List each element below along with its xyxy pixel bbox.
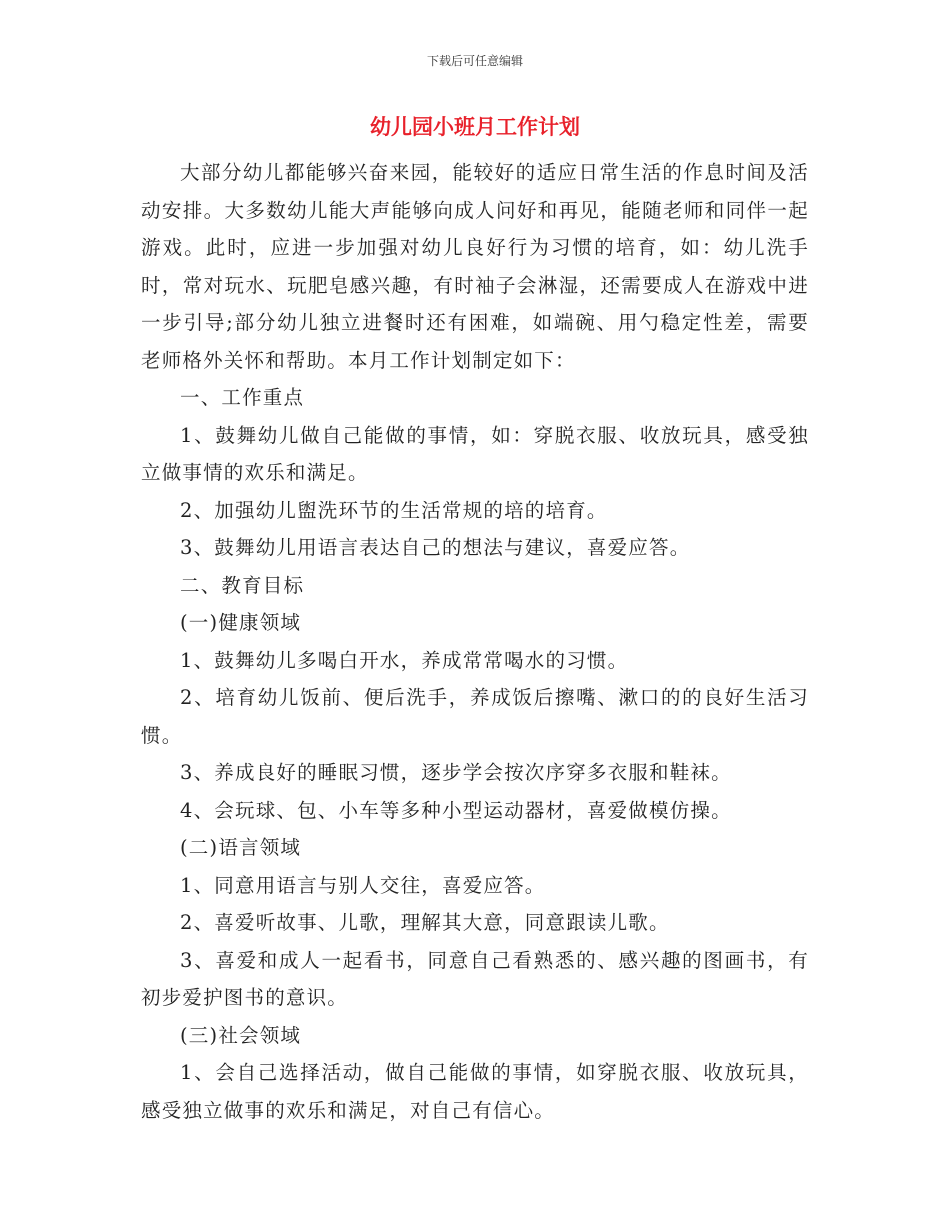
- subheading-health: (一)健康领域: [180, 611, 302, 634]
- language-item-3: 3、喜爱和成人一起看书，同意自己看熟悉的、感兴趣的图画书，有初步爱护图书的意识。: [141, 948, 809, 1009]
- work-focus-item-1: 1、鼓舞幼儿做自己能做的事情，如：穿脱衣服、收放玩具，感受独立做事情的欢乐和满足。: [141, 423, 809, 484]
- health-item-3: 3、养成良好的睡眠习惯，逐步学会按次序穿多衣服和鞋袜。: [180, 761, 732, 784]
- document-title: 幼儿园小班月工作计划: [370, 115, 580, 139]
- subheading-social: (三)社会领域: [180, 1023, 302, 1047]
- language-item-1: 1、同意用语言与别人交往，喜爱应答。: [180, 873, 546, 897]
- header-note: 下载后可任意编辑: [426, 54, 523, 68]
- document-body: [141, 154, 809, 1129]
- health-item-2: 2、培育幼儿饭前、便后洗手，养成饭后擦嘴、漱口的的良好生活习惯。: [141, 686, 809, 747]
- work-focus-item-3: 3、鼓舞幼儿用语言表达自己的想法与建议，喜爱应答。: [180, 536, 691, 559]
- health-item-1: 1、鼓舞幼儿多喝白开水，养成常常喝水的习惯。: [180, 648, 629, 672]
- section-heading-education-goals: 二、教育目标: [180, 573, 305, 597]
- work-focus-item-2: 2、加强幼儿盥洗环节的生活常规的培的培育。: [180, 498, 608, 522]
- subheading-language: (二)语言领域: [180, 836, 302, 859]
- intro-paragraph: 大部分幼儿都能够兴奋来园，能较好的适应日常生活的作息时间及活动安排。大多数幼儿能大声能够向成人问好和再见，能随老师和同伴一起游戏。此时，应进一步加强对幼儿良好行为习惯的培育，如：幼儿洗手时，常对玩水、玩肥皂感兴趣，有时袖子会淋湿，还需要成人在游戏中进一步引导;部分幼儿独立进餐时还有困难，如端碗、用勺稳定性差，需要老师格外关怀和帮助。本月工作计划制定如下：: [141, 161, 809, 372]
- health-item-4: 4、会玩球、包、小车等多种小型运动器材，喜爱做模仿操。: [180, 798, 732, 822]
- social-item-1: 1、会自己选择活动，做自己能做的事情，如穿脱衣服、收放玩具，感受独立做事的欢乐和满足，对自己有信心。: [141, 1061, 809, 1122]
- section-heading-work-focus: 一、工作重点: [180, 386, 305, 409]
- language-item-2: 2、喜爱听故事、儿歌，理解其大意，同意跟读儿歌。: [180, 911, 670, 934]
